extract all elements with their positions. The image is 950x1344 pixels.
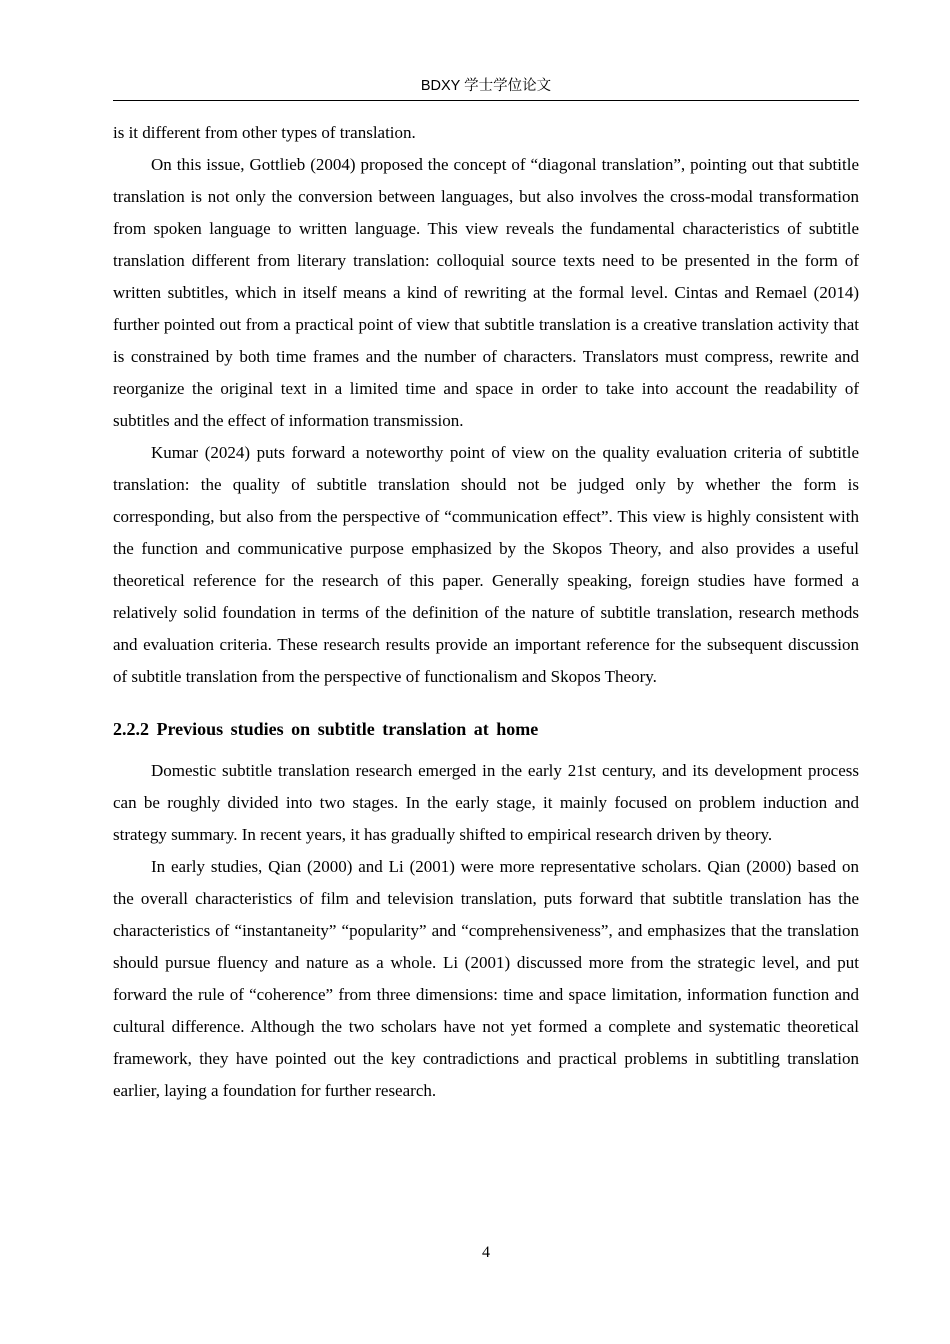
section-heading: 2.2.2 Previous studies on subtitle translation at home	[113, 719, 539, 739]
page-number: 4	[482, 1244, 490, 1261]
page-body	[113, 117, 859, 1107]
paragraph-early-studies: In early studies, Qian (2000) and Li (2001) were more representative scholars. Qian (2000) based on the overall characteristics of film and television translation, puts forward that subtitle translation has the characteristics of “instantaneity” “popularity” and “comprehensiveness”, and emphasizes that the translation should pursue fluency and nature as a whole. Li (2001) discussed more from the strategic level, and put forward the rule of “coherence” from three dimensions: time and space limitation, information function and cultural difference. Although the two scholars have not yet formed a complete and systematic theoretical framework, they have pointed out the key contradictions and practical problems in subtitling translation earlier, laying a foundation for further research.	[113, 857, 859, 1100]
paragraph-kumar: Kumar (2024) puts forward a noteworthy point of view on the quality evaluation criteria of subtitle translation: the quality of subtitle translation should not be judged only by whether the form is corresponding, but also from the perspective of “communication effect”. This view is highly consistent with the function and communicative purpose emphasized by the Skopos Theory, and also provides a useful theoretical reference for the research of this paper. Generally speaking, foreign studies have formed a relatively solid foundation in terms of the definition of the nature of subtitle translation, research methods and evaluation criteria. These research results provide an important reference for the subsequent discussion of subtitle translation from the perspective of functionalism and Skopos Theory.	[113, 443, 859, 686]
paragraph-continuation: is it different from other types of translation.	[113, 123, 416, 142]
paragraph-gottlieb: On this issue, Gottlieb (2004) proposed the concept of “diagonal translation”, pointing out that subtitle translation is not only the conversion between languages, but also involves the cross-modal transformation from spoken language to written language. This view reveals the fundamental characteristics of subtitle translation different from literary translation: colloquial source texts need to be presented in the form of written subtitles, which in itself means a kind of rewriting at the formal level. Cintas and Remael (2014) further pointed out from a practical point of view that subtitle translation is a creative translation activity that is constrained by both time frames and the number of characters. Translators must compress, rewrite and reorganize the original text in a limited time and space in order to take into account the readability of subtitles and the effect of information transmission.	[113, 155, 859, 430]
header-rule	[113, 100, 859, 101]
paragraph-domestic: Domestic subtitle translation research emerged in the early 21st century, and its development process can be roughly divided into two stages. In the early stage, it mainly focused on problem induction and strategy summary. In recent years, it has gradually shifted to empirical research driven by theory.	[113, 761, 859, 844]
running-header: BDXY 学士学位论文	[420, 78, 552, 94]
